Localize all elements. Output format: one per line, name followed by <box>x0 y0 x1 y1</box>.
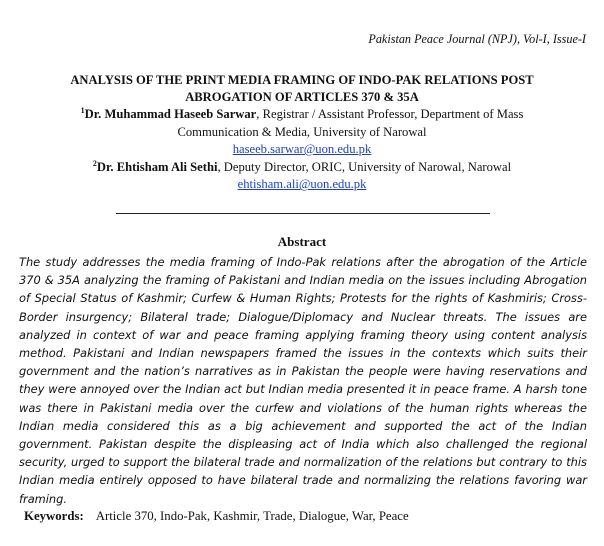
author-2-marker: 2 <box>92 158 97 168</box>
author-2-name: Dr. Ehtisham Ali Sethi <box>96 159 218 174</box>
abstract-text: The study addresses the media framing of Indo-Pak relations after the abrogation of the Article 370 & 35A analyzing the framing of Pakistani and Indian media on the issues including Abrogation of Special Status of Kashmir; Curfew & Human Rights; Protests for the rights of Kashmiris; Cross-Border insurgency; Bilateral trade; Dialogue/Diplomacy and Nuclear threats. The issues are analyzed in context of war and peace framing applying framing theory using content analysis method. Pakistani and Indian newspapers framed the issues in the contexts which suits their government and the nation’s narratives as in Pakistan the people were having reservations and they were annoyed over the Indian act but Indian media presented it in peace frame. A harsh tone was there in Pakistani media over the curfew and violations of the human rights whereas the Indian media considered this as a big achievement and supported the act of the Indian government. Pakistan despite the displeasing act of India which also challenged the regional security, urged to support the bilateral trade and normalization of the relations but contrary to this Indian media entirely opposed to have bilateral trade and normalizing the relations favoring war framing. <box>19 255 587 506</box>
author-2 <box>20 159 584 177</box>
author-1-marker: 1 <box>80 105 85 115</box>
keywords-value: Article 370, Indo-Pak, Kashmir, Trade, Dialogue, War, Peace <box>95 509 409 523</box>
author-2-affiliation-line-1: , Deputy Director, ORIC, University of Narowal, Narowal <box>217 159 512 174</box>
title-line-2: ABROGATION OF ARTICLES 370 & 35A <box>185 90 419 104</box>
author-block <box>20 106 584 194</box>
author-1-name: Dr. Muhammad Haseeb Sarwar <box>84 107 257 121</box>
keywords-label: Keywords: <box>24 509 84 523</box>
author-2-email-link[interactable]: ehtisham.ali@uon.edu.pk <box>237 177 367 192</box>
running-head: Pakistan Peace Journal (NPJ), Vol-I, Issue-I <box>368 32 586 46</box>
title-line-1: ANALYSIS OF THE PRINT MEDIA FRAMING OF INDO-PAK RELATIONS POST <box>70 73 534 87</box>
author-1 <box>20 106 584 124</box>
keywords-line <box>24 509 409 524</box>
divider-rule <box>116 213 490 214</box>
paper-title <box>20 72 584 106</box>
author-1-affiliation-line-1: , Registrar / Assistant Professor, Department of Mass <box>256 107 524 121</box>
author-1-email-link[interactable]: haseeb.sarwar@uon.edu.pk <box>232 142 372 157</box>
author-1-affiliation-line-2: Communication & Media, University of Narowal <box>177 124 427 139</box>
abstract-heading: Abstract <box>277 234 327 249</box>
